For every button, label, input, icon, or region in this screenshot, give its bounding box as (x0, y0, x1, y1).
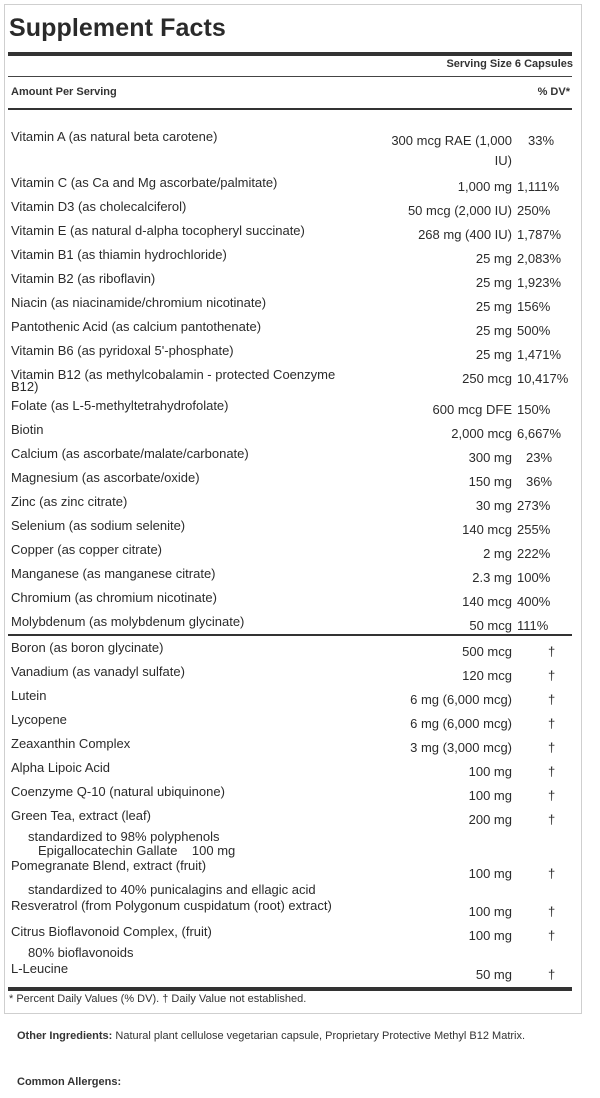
nutrient-name-cont: B12) (11, 379, 39, 394)
ingredient-name: Boron (as boron glycinate) (11, 640, 164, 655)
serving-size: Serving Size 6 Capsules (446, 58, 573, 70)
ingredient-amount: 100 mg (468, 866, 512, 881)
nutrient-dv: 400% (517, 594, 551, 609)
common-allergens-label: Common Allergens: (17, 1076, 122, 1088)
ingredient-name: Green Tea, extract (leaf) (11, 808, 151, 823)
nutrient-dv: 273% (517, 498, 551, 513)
nutrient-amount: 25 mg (475, 275, 512, 290)
nutrient-amount: 150 mg (468, 474, 512, 489)
ingredient-name: Citrus Bioflavonoid Complex, (fruit) (11, 924, 212, 939)
ingredient-name: Lutein (11, 688, 47, 703)
nutrient-name: Vitamin C (as Ca and Mg ascorbate/palmitate) (11, 175, 278, 190)
nutrient-dv: 150% (517, 402, 551, 417)
nutrient-amount: 1,000 mg (457, 179, 512, 194)
dagger-mark: † (548, 788, 556, 803)
nutrient-amount: 25 mg (475, 347, 512, 362)
nutrient-name: Vitamin B6 (as pyridoxal 5'-phosphate) (11, 343, 234, 358)
nutrient-dv: 100% (517, 570, 551, 585)
nutrient-amount: 25 mg (475, 299, 512, 314)
nutrient-name: Vitamin A (as natural beta carotene) (11, 129, 218, 144)
ingredient-name: Coenzyme Q-10 (natural ubiquinone) (11, 784, 225, 799)
other-ingredients-text: Natural plant cellulose vegetarian capsule, Proprietary Protective Methyl B12 Matrix. (112, 1030, 526, 1042)
nutrient-amount: 140 mcg (462, 522, 512, 537)
citrus-bioflavonoids: 80% bioflavonoids (28, 945, 134, 960)
dagger-mark: † (548, 812, 556, 827)
other-ingredients (17, 1027, 577, 1046)
nutrient-amount: 30 mg (475, 498, 512, 513)
nutrient-name: Magnesium (as ascorbate/oxide) (11, 470, 200, 485)
ingredient-amount: 200 mg (468, 812, 512, 827)
nutrient-dv: 10,417% (517, 371, 569, 386)
nutrient-name: Pantothenic Acid (as calcium pantothenate) (11, 319, 262, 334)
nutrient-name: Vitamin E (as natural d-alpha tocopheryl succinate) (11, 223, 305, 238)
other-ingredients-label: Other Ingredients: (17, 1030, 113, 1042)
nutrient-dv: 1,923% (517, 275, 562, 290)
nutrient-amount: 50 mcg (469, 618, 512, 633)
nutrient-amount: 2 mg (483, 546, 512, 561)
panel-title: Supplement Facts (9, 14, 226, 42)
nutrient-dv: 6,667% (517, 426, 562, 441)
nutrient-amount: 25 mg (475, 251, 512, 266)
nutrient-dv: 250% (517, 203, 551, 218)
nutrient-amount: 2.3 mg (472, 570, 512, 585)
nutrient-name: Vitamin D3 (as cholecalciferol) (11, 199, 187, 214)
nutrient-dv: 1,787% (517, 227, 562, 242)
nutrient-amount: 50 mcg (2,000 IU) (407, 203, 512, 218)
ingredient-amount: 100 mg (468, 788, 512, 803)
ingredient-name: Pomegranate Blend, extract (fruit) (11, 858, 207, 873)
dagger-mark: † (548, 716, 556, 731)
dagger-mark: † (548, 644, 556, 659)
ingredient-amount: 6 mg (6,000 mcg) (410, 716, 512, 731)
dagger-mark: † (548, 904, 556, 919)
nutrient-dv: 1,471% (517, 347, 562, 362)
section-rule (8, 634, 572, 636)
nutrient-name: Molybdenum (as molybdenum glycinate) (11, 614, 245, 629)
nutrient-dv: 33% (528, 133, 555, 148)
dagger-mark: † (548, 692, 556, 707)
nutrient-dv: 156% (517, 299, 551, 314)
nutrient-amount: 300 mg (468, 450, 512, 465)
nutrient-amount: 250 mcg (462, 371, 512, 386)
nutrient-amount-cont: IU) (494, 153, 512, 168)
green-tea-egcg: Epigallocatechin Gallate 100 mg (38, 843, 236, 858)
ingredient-amount: 6 mg (6,000 mcg) (410, 692, 512, 707)
dv-footnote: * Percent Daily Values (% DV). † Daily Value not established. (9, 993, 307, 1005)
nutrient-name: Vitamin B1 (as thiamin hydrochloride) (11, 247, 227, 262)
nutrient-name: Vitamin B12 (as methylcobalamin - protected Coenzyme (11, 367, 336, 382)
nutrient-name: Calcium (as ascorbate/malate/carbonate) (11, 446, 249, 461)
nutrient-dv: 500% (517, 323, 551, 338)
dagger-mark: † (548, 967, 556, 982)
dagger-mark: † (548, 928, 556, 943)
ingredient-name: Vanadium (as vanadyl sulfate) (11, 664, 185, 679)
green-tea-standardization: standardized to 98% polyphenols (28, 829, 220, 844)
ingredient-name: Zeaxanthin Complex (11, 736, 131, 751)
dagger-mark: † (548, 740, 556, 755)
nutrient-dv: 2,083% (517, 251, 562, 266)
nutrient-name: Biotin (11, 422, 44, 437)
nutrient-name: Vitamin B2 (as riboflavin) (11, 271, 156, 286)
nutrient-dv: 1,111% (517, 179, 560, 194)
nutrient-amount: 2,000 mcg (451, 426, 512, 441)
dv-header: % DV* (537, 86, 570, 98)
nutrient-name: Selenium (as sodium selenite) (11, 518, 186, 533)
ingredient-name: Lycopene (11, 712, 67, 727)
ingredient-name: Alpha Lipoic Acid (11, 760, 111, 775)
nutrient-dv: 36% (526, 474, 553, 489)
nutrient-amount: 268 mg (400 IU) (418, 227, 512, 242)
nutrient-name: Zinc (as zinc citrate) (11, 494, 128, 509)
nutrient-amount: 600 mcg DFE (432, 402, 512, 417)
ingredient-amount: 120 mcg (462, 668, 512, 683)
ingredient-name: L-Leucine (11, 961, 69, 976)
nutrient-name: Chromium (as chromium nicotinate) (11, 590, 217, 605)
ingredient-amount: 100 mg (468, 928, 512, 943)
nutrient-name: Niacin (as niacinamide/chromium nicotinate) (11, 295, 267, 310)
ingredient-amount: 3 mg (3,000 mcg) (410, 740, 512, 755)
amount-per-serving-header: Amount Per Serving (11, 86, 117, 98)
nutrient-name: Folate (as L-5-methyltetrahydrofolate) (11, 398, 229, 413)
bottom-rule (8, 987, 572, 991)
nutrient-dv: 111% (517, 618, 549, 633)
dagger-mark: † (548, 866, 556, 881)
nutrient-amount: 300 mcg RAE (1,000 (391, 133, 512, 148)
top-rule (8, 52, 572, 56)
nutrient-amount: 25 mg (475, 323, 512, 338)
nutrient-amount: 140 mcg (462, 594, 512, 609)
ingredient-amount: 100 mg (468, 904, 512, 919)
nutrient-name: Manganese (as manganese citrate) (11, 566, 216, 581)
header-rule (8, 108, 572, 110)
dagger-mark: † (548, 668, 556, 683)
pomegranate-standardization: standardized to 40% punicalagins and ellagic acid (28, 882, 316, 897)
ingredient-amount: 100 mg (468, 764, 512, 779)
serving-rule (8, 76, 572, 77)
ingredient-amount: 50 mg (475, 967, 512, 982)
nutrient-name: Copper (as copper citrate) (11, 542, 163, 557)
nutrient-dv: 23% (526, 450, 553, 465)
nutrient-dv: 222% (517, 546, 551, 561)
ingredient-name: Resveratrol (from Polygonum cuspidatum (root) extract) (11, 898, 332, 913)
nutrient-dv: 255% (517, 522, 551, 537)
ingredient-amount: 500 mcg (462, 644, 512, 659)
dagger-mark: † (548, 764, 556, 779)
